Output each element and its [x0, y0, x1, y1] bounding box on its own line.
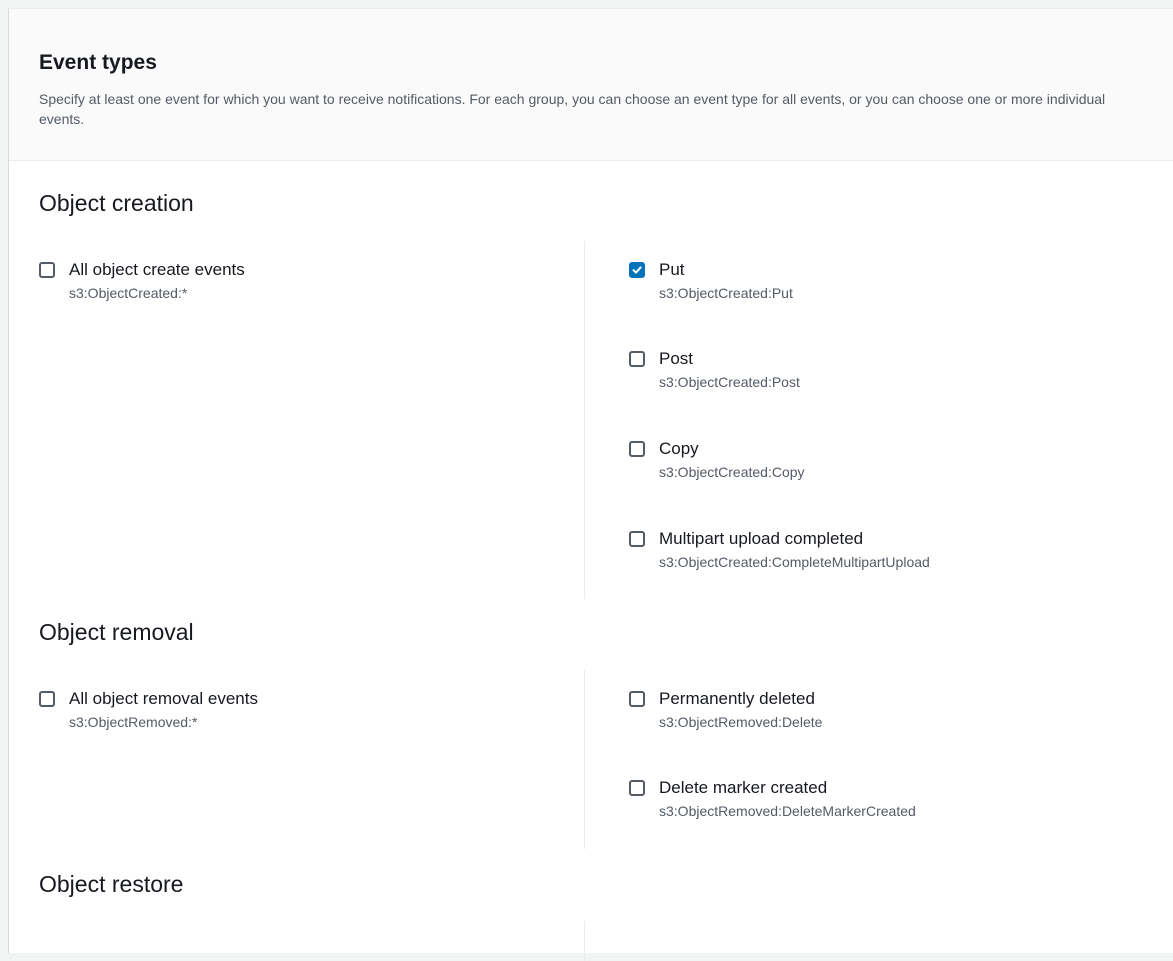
option-label: Post [659, 349, 694, 368]
option-label: Put [659, 260, 685, 279]
checkbox-icon[interactable] [629, 262, 645, 278]
checkbox-multipart-upload-completed[interactable] [629, 528, 930, 571]
checkbox-icon[interactable] [629, 691, 645, 707]
section-title-object-restore: Object restore [39, 871, 184, 897]
option-event-code: s3:ObjectRemoved:Delete [659, 714, 823, 730]
event-types-panel [8, 8, 1173, 953]
panel-header [9, 9, 1173, 161]
option-label: Copy [659, 439, 699, 458]
section-title-object-removal: Object removal [39, 619, 194, 645]
column-divider [584, 241, 585, 599]
section-title-object-creation: Object creation [39, 190, 194, 216]
option-label: Permanently deleted [659, 689, 815, 708]
option-event-code: s3:ObjectCreated:Copy [659, 464, 805, 480]
checkbox-permanently-deleted[interactable] [629, 688, 822, 731]
checkbox-all-object-removal-events[interactable] [39, 688, 258, 731]
option-event-code: s3:ObjectCreated:Put [659, 285, 793, 301]
option-event-code: s3:ObjectCreated:CompleteMultipartUpload [659, 554, 930, 570]
option-event-code: s3:ObjectCreated:Post [659, 374, 800, 390]
option-event-code: s3:ObjectRemoved:DeleteMarkerCreated [659, 803, 916, 819]
option-label: Delete marker created [659, 778, 828, 797]
checkbox-all-object-create-events[interactable] [39, 259, 245, 302]
checkbox-icon[interactable] [39, 691, 55, 707]
checkbox-icon[interactable] [629, 441, 645, 457]
checkbox-post[interactable] [629, 348, 800, 391]
panel-title: Event types [39, 51, 157, 74]
panel-description: Specify at least one event for which you want to receive notifications. For each group, you can choose an event type for all events, or you can choose one or more individual events. [39, 91, 1106, 127]
column-divider [584, 670, 585, 849]
option-label: All object create events [69, 260, 245, 279]
checkbox-copy[interactable] [629, 438, 805, 481]
option-event-code: s3:ObjectRemoved:* [69, 714, 198, 730]
checkmark-icon [632, 265, 642, 275]
checkbox-icon[interactable] [629, 780, 645, 796]
checkbox-delete-marker-created[interactable] [629, 777, 916, 820]
checkbox-icon[interactable] [629, 531, 645, 547]
checkbox-put[interactable] [629, 259, 793, 302]
option-label: Multipart upload completed [659, 529, 864, 548]
column-divider [584, 921, 585, 961]
checkbox-icon[interactable] [39, 262, 55, 278]
checkbox-icon[interactable] [629, 351, 645, 367]
option-label: All object removal events [69, 689, 258, 708]
option-event-code: s3:ObjectCreated:* [69, 285, 188, 301]
